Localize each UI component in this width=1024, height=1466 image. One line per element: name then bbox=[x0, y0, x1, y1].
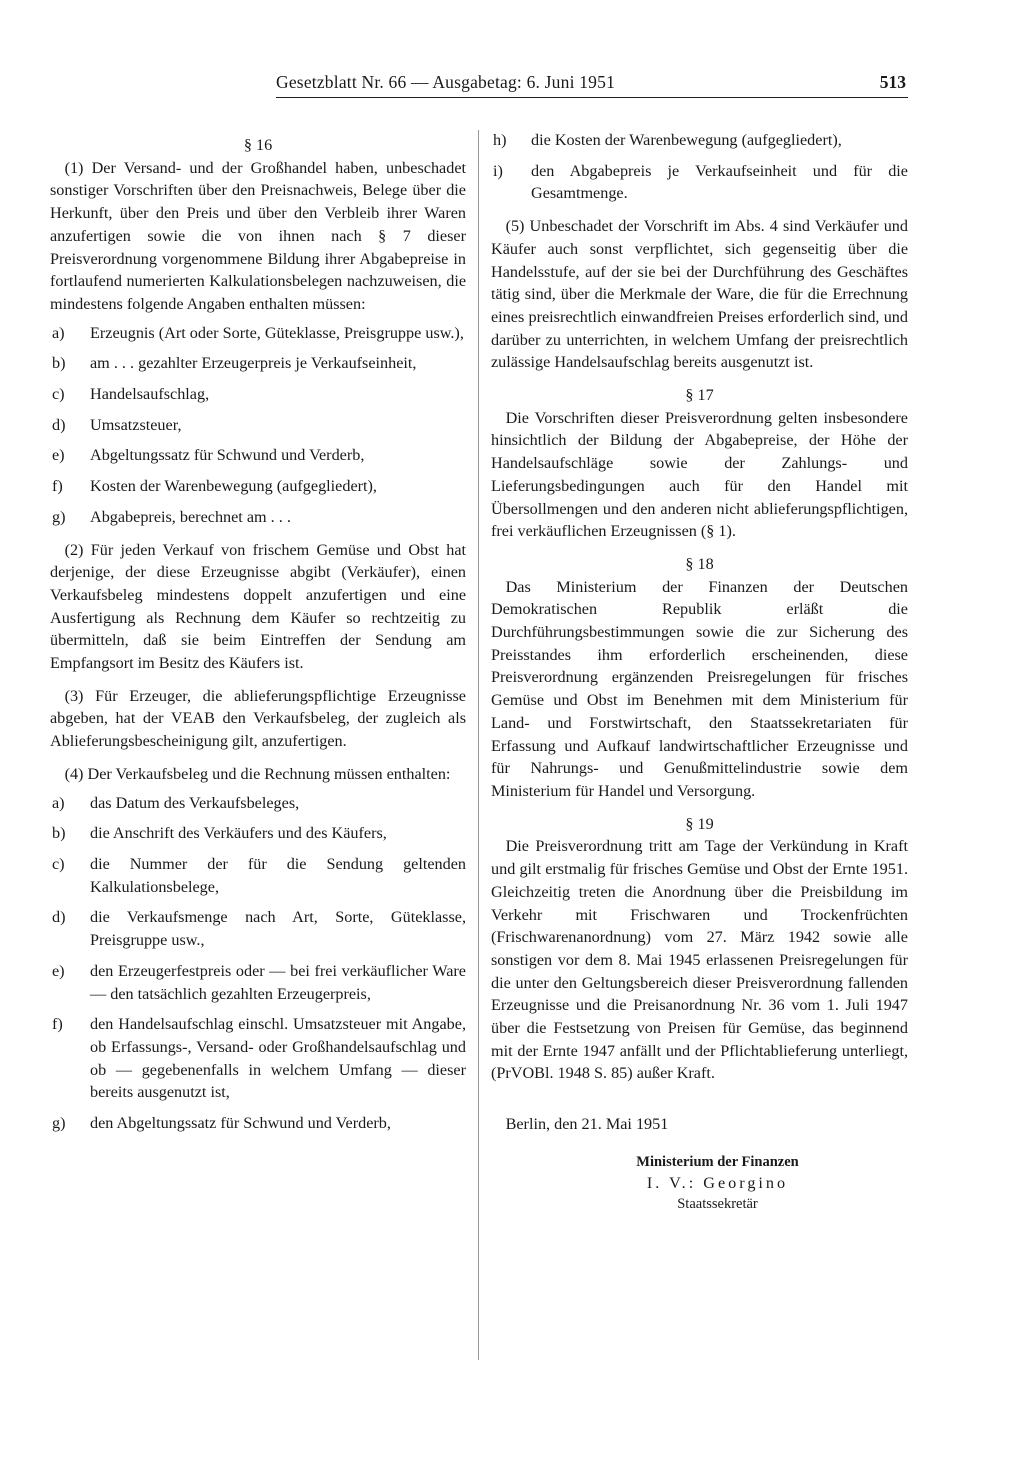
list-item: e) Abgeltungssatz für Schwund und Verderb, bbox=[52, 446, 365, 465]
section-16-paragraph-5: (5) Unbeschadet der Vorschrift im Abs. 4 sind Verkäufer und Käufer auch sonst verpflichtet, sich gegenseitig über die Handelsstufe, auf der sie bei der Durchführung des Geschäftes tätig sind, über die Merkmale der Ware, die für die Errechnung eines preisrechtlich einwandfreien Preises erforderlich sind, und darüber zu unterrichten, in welchem Umfang der preisrechtlich zulässige Handelsaufschlag bereits ausgenutzt ist. bbox=[491, 217, 908, 372]
verkaufsbeleg-list bbox=[50, 792, 466, 1135]
signature-block bbox=[491, 1152, 908, 1214]
section-17-heading: § 17 bbox=[685, 386, 714, 405]
section-16-paragraph-1: (1) Der Versand- und der Großhandel haben, unbeschadet sonstiger Vorschriften über den Preisnachweis, Belege über die Herkunft, über den Preis und über den Verbleib ihrer Waren anzufertigen sowie die von ihnen nach § 7 dieser Preisverordnung vorgenommene Bildung ihrer Abgabepreise in fortlaufend numerierten Kalkulationsbelegen nachzuweisen, die mindestens folgende Angaben enthalten müssen: bbox=[50, 158, 466, 313]
section-19-text: Die Preisverordnung tritt am Tage der Verkündung in Kraft und gilt erstmalig für frisches Gemüse und Obst der Ernte 1951. Gleichzeitig treten die Anordnung über die Preisbildung im Verkehr mit Frischwaren und Trockenfrüchten (Frischwarenanordnung) vom 27. März 1942 sowie alle sonstigen vor dem 8. Mai 1945 erlassenen Preisregelungen für die unter den Geltungsbereich dieser Preisverordnung fallenden Erzeugnisse und die Preisanordnung Nr. 36 vom 1. Juli 1947 über die Festsetzung von Preisen für Gemüse, das beginnend mit der Ernte 1947 anfällt und der Pflichtablieferung unterliegt, (PrVOBl. 1948 S. 85) außer Kraft. bbox=[491, 837, 908, 1083]
page-number: 513 bbox=[879, 72, 906, 92]
signature-ministry: Ministerium der Finanzen bbox=[636, 1153, 799, 1170]
list-item: i) den Abgabepreis je Verkaufseinheit und für die Gesamtmenge. bbox=[493, 161, 908, 203]
section-18-text: Das Ministerium der Finanzen der Deutschen Demokratischen Republik erläßt die Durchführungsbestimmungen sowie die zur Sicherung des Preisstandes ihm erforderlich erscheinenden, diese Preisverordnung ergänzenden Preisregelungen für frisches Gemüse und Obst im Benehmen mit dem Ministerium für Land- und Forstwirtschaft, den Staatssekretariaten für Erfassung und Aufkauf landwirtschaftlicher Erzeugnisse und für Nahrungs- und Genußmittelindustrie sowie dem Ministerium für Handel und Versorgung. bbox=[491, 577, 908, 800]
right-column bbox=[491, 129, 908, 1214]
signature-role: Staatssekretär bbox=[677, 1195, 758, 1212]
header-rule bbox=[276, 97, 908, 98]
list-item: a) das Datum des Verkaufsbeleges, bbox=[52, 793, 300, 812]
verkaufsbeleg-list-continued bbox=[491, 129, 908, 205]
section-19-heading: § 19 bbox=[685, 814, 714, 833]
gazette-title: Gesetzblatt Nr. 66 — Ausgabetag: 6. Juni 1951 bbox=[276, 72, 616, 92]
list-item: a) Erzeugnis (Art oder Sorte, Güteklasse, Preisgruppe usw.), bbox=[52, 323, 464, 342]
list-item: b) die Anschrift des Verkäufers und des Käufers, bbox=[52, 824, 387, 843]
list-item: e) den Erzeugerfestpreis oder — bei frei verkäuflicher Ware — den tatsächlich gezahlten Erzeugerpreis, bbox=[52, 961, 466, 1003]
signature-name: I. V.: Georgino bbox=[646, 1173, 789, 1192]
list-item: f) Kosten der Warenbewegung (aufgegliedert), bbox=[52, 477, 377, 496]
list-item: d) die Verkaufsmenge nach Art, Sorte, Güteklasse, Preisgruppe usw., bbox=[52, 908, 466, 950]
list-item: f) den Handelsaufschlag einschl. Umsatzsteuer mit Angabe, ob Erfassungs-, Versand- oder Großhandelsaufschlag und ob — gegebenenfalls in welchem Umfang — dieser bereits ausgenutzt ist, bbox=[52, 1015, 466, 1102]
list-item: g) den Abgeltungssatz für Schwund und Verderb, bbox=[52, 1114, 391, 1133]
list-item: h) die Kosten der Warenbewegung (aufgegliedert), bbox=[493, 131, 842, 149]
section-18-heading: § 18 bbox=[685, 554, 714, 573]
list-item: c) Handelsaufschlag, bbox=[52, 385, 210, 404]
section-16-paragraph-3: (3) Für Erzeuger, die ablieferungspflichtige Erzeugnisse abgeben, hat der VEAB den Verkaufsbeleg, der zugleich als Ablieferungsbescheinigung gilt, anzufertigen. bbox=[50, 686, 466, 751]
kalkulation-list bbox=[50, 322, 466, 529]
section-17-text: Die Vorschriften dieser Preisverordnung gelten insbesondere hinsichtlich der Bildung der Abgabepreise, der Höhe der Handelsaufschläge sowie der Zahlungs- und Lieferungsbedingungen auch für den Handel mit Übersollmengen und den anderen nicht ablieferungspflichtigen, frei verkäuflichen Erzeugnissen (§ 1). bbox=[491, 408, 908, 541]
list-item: g) Abgabepreis, berechnet am . . . bbox=[52, 507, 291, 526]
place-and-date: Berlin, den 21. Mai 1951 bbox=[505, 1115, 669, 1134]
list-item: b) am . . . gezahlter Erzeugerpreis je Verkaufseinheit, bbox=[52, 354, 417, 373]
list-item: d) Umsatzsteuer, bbox=[52, 415, 182, 434]
section-16-heading: § 16 bbox=[243, 136, 273, 154]
page-header bbox=[276, 72, 908, 98]
list-item: c) die Nummer der für die Sendung geltenden Kalkulationsbelege, bbox=[52, 854, 466, 896]
section-16-paragraph-4: (4) Der Verkaufsbeleg und die Rechnung müssen enthalten: bbox=[64, 764, 451, 783]
section-16-paragraph-2: (2) Für jeden Verkauf von frischem Gemüse und Obst hat derjenige, der diese Erzeugnisse abgibt (Verkäufer), einen Verkaufsbeleg mindestens doppelt anzufertigen und eine Ausfertigung als Rechnung dem Käufer so rechtzeitig zu übermitteln, daß sie beim Eintreffen der Sendung am Empfangsort im Besitz des Käufers ist. bbox=[50, 540, 466, 673]
left-column bbox=[50, 134, 466, 1135]
column-divider bbox=[478, 130, 479, 1360]
